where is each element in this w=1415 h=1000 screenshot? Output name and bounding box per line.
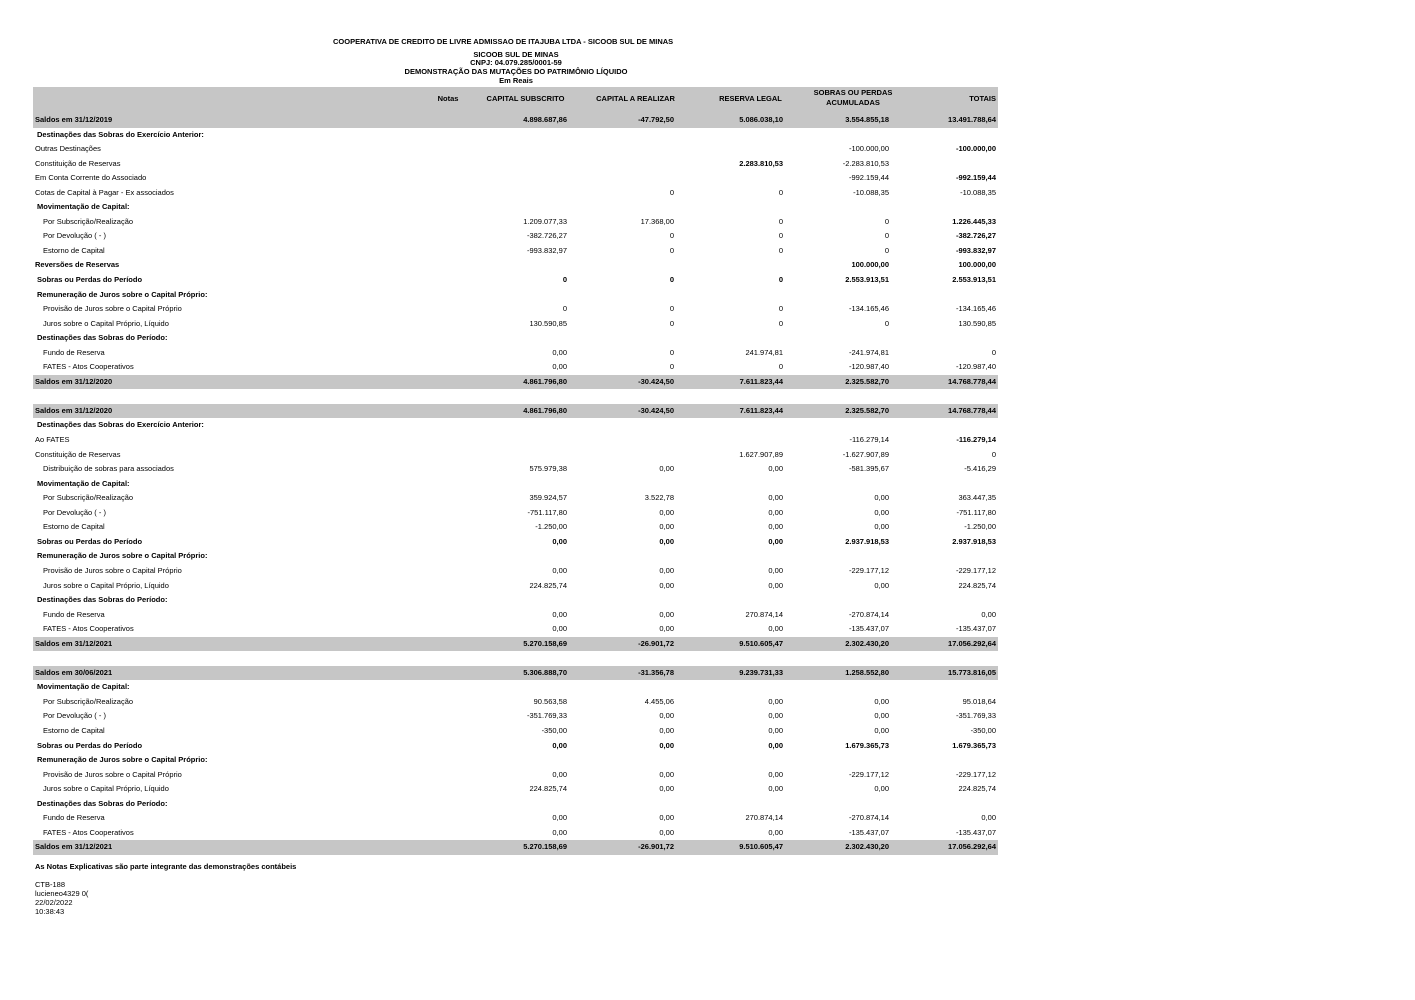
- cell-value: -5.416,29: [964, 464, 996, 474]
- cell-value: 224.825,74: [529, 784, 567, 794]
- table-row: [33, 288, 998, 303]
- cell-value: 17.056.292,64: [948, 638, 996, 648]
- cell-value: 0,00: [552, 536, 567, 546]
- table-row: [33, 157, 998, 172]
- table-body: [33, 113, 998, 855]
- table-row: [33, 462, 998, 477]
- cell-value: 0,00: [768, 536, 783, 546]
- cell-value: 5.270.158,69: [523, 842, 567, 852]
- report-code: CTB-188: [35, 880, 66, 889]
- row-label: Destinações das Sobras do Exercício Anterior:: [37, 129, 204, 139]
- table-row: [33, 404, 998, 419]
- cell-value: -751.117,80: [527, 507, 567, 517]
- table-row: [33, 448, 998, 463]
- cell-value: 0,00: [874, 507, 889, 517]
- row-label: Saldos em 30/06/2021: [35, 667, 113, 677]
- cell-value: 270.874,14: [745, 609, 783, 619]
- cell-value: -26.901,72: [638, 842, 674, 852]
- cell-value: 130.590,85: [958, 318, 996, 328]
- row-label: FATES - Atos Cooperativos: [43, 827, 134, 837]
- cell-value: -270.874,14: [848, 609, 889, 619]
- row-label: Remuneração de Juros sobre o Capital Próprio:: [37, 755, 208, 765]
- cell-value: -229.177,12: [955, 769, 996, 779]
- cell-value: 0: [778, 275, 783, 285]
- table-row: [33, 637, 998, 652]
- table-row: [33, 477, 998, 492]
- cell-value: -135.437,07: [848, 827, 889, 837]
- cell-value: -229.177,12: [955, 565, 996, 575]
- cell-value: 4.898.687,86: [523, 115, 567, 124]
- equity-changes-table: [33, 87, 998, 855]
- cell-value: 2.302.430,20: [845, 842, 889, 852]
- footer-note: As Notas Explicativas são parte integrante das demonstrações contábeis: [35, 862, 297, 871]
- cell-value: 0,00: [659, 522, 674, 532]
- cell-value: 0,00: [552, 813, 567, 823]
- cell-value: 130.590,85: [529, 318, 567, 328]
- cell-value: 0,00: [659, 507, 674, 517]
- table-row: [33, 229, 998, 244]
- entity-name: SICOOB SUL DE MINAS: [473, 50, 559, 59]
- row-label: Saldos em 31/12/2020: [35, 405, 113, 415]
- cell-value: 95.018,64: [962, 696, 996, 706]
- row-label: Provisão de Juros sobre o Capital Próprio: [43, 769, 182, 779]
- cell-value: -10.088,35: [853, 187, 889, 197]
- row-label: Saldos em 31/12/2021: [35, 638, 113, 648]
- cell-value: -135.437,07: [848, 624, 889, 634]
- cell-value: -26.901,72: [638, 638, 674, 648]
- cell-value: 3.522,78: [644, 493, 674, 503]
- row-label: Fundo de Reserva: [43, 813, 105, 823]
- cell-value: 0: [778, 318, 783, 328]
- col-capital-realizar: CAPITAL A REALIZAR: [596, 94, 675, 103]
- row-label: Reversões de Reservas: [35, 260, 120, 270]
- cell-value: -120.987,40: [848, 362, 889, 372]
- cell-value: 0: [884, 216, 889, 226]
- row-label: Saldos em 31/12/2021: [35, 842, 113, 852]
- table-row: [33, 317, 998, 332]
- cell-value: 100.000,00: [851, 260, 889, 270]
- table-row: [33, 360, 998, 375]
- row-label: Sobras ou Perdas do Período: [37, 536, 143, 546]
- cell-value: 0: [669, 362, 674, 372]
- cell-value: 0,00: [659, 769, 674, 779]
- table-row: [33, 258, 998, 273]
- table-row: [33, 506, 998, 521]
- cell-value: -116.279,14: [849, 435, 889, 445]
- row-label: Distribuição de sobras para associados: [43, 464, 174, 474]
- table-row: [33, 840, 998, 855]
- table-row: [33, 811, 998, 826]
- cell-value: 0: [778, 304, 783, 314]
- cell-value: 0,00: [768, 624, 783, 634]
- table-row: [33, 171, 998, 186]
- cell-value: 2.283.810,53: [739, 158, 783, 168]
- cell-value: 0,00: [768, 696, 783, 706]
- col-capital-subscrito: CAPITAL SUBSCRITO: [486, 94, 565, 103]
- cell-value: 14.768.778,44: [948, 376, 996, 386]
- row-label: Por Subscrição/Realização: [43, 493, 134, 503]
- report-time: 10:38:43: [35, 907, 65, 916]
- cell-value: -2.283.810,53: [842, 158, 889, 168]
- table-row: [33, 520, 998, 535]
- col-notas: Notas: [437, 94, 459, 103]
- cell-value: 0: [884, 231, 889, 241]
- cell-value: -1.250,00: [964, 522, 996, 532]
- cell-value: 0,00: [659, 740, 674, 750]
- cell-value: -1.627.907,89: [842, 449, 889, 459]
- row-label: Por Devolução ( - ): [43, 507, 106, 517]
- cell-value: 0,00: [874, 725, 889, 735]
- table-row: [33, 782, 998, 797]
- row-label: Destinações das Sobras do Exercício Anterior:: [37, 420, 204, 430]
- table-row: [33, 622, 998, 637]
- cell-value: -47.792,50: [638, 115, 674, 124]
- row-label: Sobras ou Perdas do Período: [37, 275, 143, 285]
- cell-value: 17.368,00: [640, 216, 674, 226]
- cell-value: 270.874,14: [745, 813, 783, 823]
- table-row: [33, 375, 998, 390]
- row-label: Remuneração de Juros sobre o Capital Próprio:: [37, 289, 208, 299]
- cell-value: -134.165,46: [955, 304, 996, 314]
- row-label: Outras Destinações: [35, 144, 101, 154]
- table-row: [33, 797, 998, 812]
- cell-value: -100.000,00: [955, 144, 996, 154]
- cell-value: 0,00: [552, 624, 567, 634]
- table-row: [33, 739, 998, 754]
- cell-value: 0,00: [659, 536, 674, 546]
- cell-value: 0: [884, 318, 889, 328]
- cell-value: 15.773.816,05: [948, 667, 996, 677]
- cell-value: 0: [562, 304, 567, 314]
- cell-value: 0: [778, 187, 783, 197]
- table-row: [33, 753, 998, 768]
- row-label: FATES - Atos Cooperativos: [43, 362, 134, 372]
- row-label: Provisão de Juros sobre o Capital Próprio: [43, 565, 182, 575]
- cell-value: 0,00: [981, 609, 996, 619]
- cell-value: 5.306.888,70: [523, 667, 567, 677]
- row-label: Por Subscrição/Realização: [43, 216, 134, 226]
- cell-value: 0,00: [768, 580, 783, 590]
- cell-value: -10.088,35: [960, 187, 996, 197]
- company-title: COOPERATIVA DE CREDITO DE LIVRE ADMISSAO DE ITAJUBA LTDA - SICOOB SUL DE MINAS: [333, 37, 674, 46]
- cell-value: 0,00: [874, 522, 889, 532]
- row-label: Saldos em 31/12/2019: [35, 115, 113, 124]
- cell-value: 0: [562, 275, 567, 285]
- cell-value: 1.209.077,33: [523, 216, 567, 226]
- table-row: [33, 680, 998, 695]
- row-label: Saldos em 31/12/2020: [35, 376, 113, 386]
- table-row: [33, 113, 998, 128]
- cell-value: 0: [669, 187, 674, 197]
- cell-value: 0,00: [659, 609, 674, 619]
- table-row: [33, 564, 998, 579]
- spacer-row: [33, 651, 998, 666]
- cell-value: 0,00: [659, 725, 674, 735]
- cell-value: 0,00: [874, 711, 889, 721]
- cell-value: 17.056.292,64: [948, 842, 996, 852]
- cell-value: 7.611.823,44: [739, 405, 783, 415]
- cell-value: 5.270.158,69: [523, 638, 567, 648]
- cell-value: 0: [778, 216, 783, 226]
- cell-value: 5.086.038,10: [739, 115, 783, 124]
- table-row: [33, 549, 998, 564]
- table-row: [33, 709, 998, 724]
- cell-value: -116.279,14: [956, 435, 996, 445]
- table-row: [33, 695, 998, 710]
- row-label: FATES - Atos Cooperativos: [43, 624, 134, 634]
- cell-value: 0,00: [768, 464, 783, 474]
- cell-value: 0,00: [874, 784, 889, 794]
- report-date: 22/02/2022: [35, 898, 73, 907]
- cell-value: 0,00: [874, 696, 889, 706]
- cell-value: -229.177,12: [848, 565, 889, 575]
- cell-value: 0,00: [768, 522, 783, 532]
- table-row: [33, 666, 998, 681]
- row-label: Destinações das Sobras do Período:: [37, 798, 168, 808]
- table-row: [33, 535, 998, 550]
- cell-value: -382.726,27: [526, 231, 567, 241]
- col-totais: TOTAIS: [969, 94, 996, 103]
- cell-value: 0,00: [552, 827, 567, 837]
- cell-value: -100.000,00: [848, 144, 889, 154]
- cell-value: -350,00: [541, 725, 567, 735]
- table-row: [33, 491, 998, 506]
- cell-value: 0,00: [659, 813, 674, 823]
- cell-value: 0: [669, 347, 674, 357]
- cell-value: 0: [884, 245, 889, 255]
- cell-value: 0,00: [659, 580, 674, 590]
- row-label: Por Devolução ( - ): [43, 711, 106, 721]
- cell-value: -30.424,50: [638, 405, 674, 415]
- cell-value: 0,00: [768, 725, 783, 735]
- cell-value: 100.000,00: [958, 260, 996, 270]
- row-label: Cotas de Capital à Pagar - Ex associados: [35, 187, 174, 197]
- cell-value: 0,00: [768, 493, 783, 503]
- col-sobras: SOBRAS OU PERDAS ACUMULADAS: [813, 88, 893, 107]
- cell-value: -270.874,14: [848, 813, 889, 823]
- cell-value: 0,00: [768, 740, 783, 750]
- cell-value: -135.437,07: [955, 827, 996, 837]
- row-label: Movimentação de Capital:: [37, 478, 130, 488]
- cell-value: 0,00: [659, 784, 674, 794]
- table-row: [33, 142, 998, 157]
- cell-value: 0: [669, 231, 674, 241]
- cell-value: -229.177,12: [848, 769, 889, 779]
- cell-value: 363.447,35: [958, 493, 996, 503]
- table-row: [33, 244, 998, 259]
- row-label: Movimentação de Capital:: [37, 202, 130, 212]
- row-label: Juros sobre o Capital Próprio, Líquido: [43, 318, 169, 328]
- cell-value: -241.974,81: [848, 347, 889, 357]
- row-label: Constituição de Reservas: [35, 158, 121, 168]
- row-label: Estorno de Capital: [43, 245, 105, 255]
- cell-value: -135.437,07: [955, 624, 996, 634]
- row-label: Juros sobre o Capital Próprio, Líquido: [43, 784, 169, 794]
- cell-value: 2.937.918,53: [952, 536, 996, 546]
- cell-value: -382.726,27: [955, 231, 996, 241]
- cell-value: -992.159,44: [955, 173, 996, 183]
- cell-value: 0,00: [659, 827, 674, 837]
- cell-value: 0,00: [768, 784, 783, 794]
- row-label: Ao FATES: [35, 435, 70, 445]
- cell-value: 7.611.823,44: [739, 376, 783, 386]
- cell-value: 0: [991, 449, 996, 459]
- currency-label: Em Reais: [499, 76, 533, 85]
- cell-value: 0,00: [981, 813, 996, 823]
- cell-value: 0,00: [768, 769, 783, 779]
- cell-value: 9.510.605,47: [739, 638, 783, 648]
- cell-value: -350,00: [970, 725, 996, 735]
- cell-value: 1.627.907,89: [739, 449, 783, 459]
- cell-value: 1.226.445,33: [952, 216, 996, 226]
- cell-value: 241.974,81: [745, 347, 783, 357]
- row-label: Constituição de Reservas: [35, 449, 121, 459]
- cell-value: -120.987,40: [955, 362, 996, 372]
- cell-value: 0,00: [552, 609, 567, 619]
- cell-value: 224.825,74: [958, 784, 996, 794]
- cell-value: 0: [778, 231, 783, 241]
- row-label: Por Devolução ( - ): [43, 231, 106, 241]
- row-label: Provisão de Juros sobre o Capital Próprio: [43, 304, 182, 314]
- row-label: Em Conta Corrente do Associado: [35, 173, 147, 183]
- row-label: Destinações das Sobras do Período:: [37, 333, 168, 343]
- cell-value: 90.563,58: [533, 696, 567, 706]
- cell-value: -134.165,46: [848, 304, 889, 314]
- cell-value: 13.491.788,64: [948, 115, 996, 124]
- cell-value: 0,00: [768, 507, 783, 517]
- row-label: Movimentação de Capital:: [37, 682, 130, 692]
- cell-value: 1.679.365,73: [952, 740, 996, 750]
- cell-value: 9.510.605,47: [739, 842, 783, 852]
- table-row: [33, 346, 998, 361]
- table-row: [33, 418, 998, 433]
- cell-value: 0,00: [768, 565, 783, 575]
- cell-value: 14.768.778,44: [948, 405, 996, 415]
- cell-value: 0,00: [659, 711, 674, 721]
- cell-value: 224.825,74: [958, 580, 996, 590]
- cell-value: 0,00: [552, 362, 567, 372]
- cell-value: 0: [669, 275, 674, 285]
- table-row: [33, 579, 998, 594]
- cnpj: CNPJ: 04.079.285/0001-59: [470, 58, 562, 67]
- cell-value: 2.325.582,70: [845, 405, 889, 415]
- cell-value: 0,00: [768, 827, 783, 837]
- cell-value: 0: [669, 245, 674, 255]
- cell-value: 0: [778, 245, 783, 255]
- cell-value: 2.302.430,20: [845, 638, 889, 648]
- table-row: [33, 433, 998, 448]
- cell-value: 0: [991, 347, 996, 357]
- table-row: [33, 200, 998, 215]
- cell-value: -1.250,00: [535, 522, 567, 532]
- table-row: [33, 826, 998, 841]
- row-label: Fundo de Reserva: [43, 347, 105, 357]
- table-row: [33, 608, 998, 623]
- cell-value: -30.424,50: [638, 376, 674, 386]
- row-label: Fundo de Reserva: [43, 609, 105, 619]
- cell-value: -351.769,33: [526, 711, 567, 721]
- cell-value: 0: [669, 304, 674, 314]
- cell-value: 3.554.855,18: [845, 115, 889, 124]
- cell-value: 359.924,57: [529, 493, 567, 503]
- cell-value: -751.117,80: [956, 507, 996, 517]
- table-row: [33, 273, 998, 288]
- row-label: Destinações das Sobras do Período:: [37, 595, 168, 605]
- cell-value: -993.832,97: [955, 245, 996, 255]
- cell-value: 0: [778, 362, 783, 372]
- cell-value: -351.769,33: [955, 711, 996, 721]
- table-header: [33, 87, 998, 113]
- cell-value: -992.159,44: [848, 173, 889, 183]
- row-label: Estorno de Capital: [43, 522, 105, 532]
- cell-value: 0,00: [552, 565, 567, 575]
- cell-value: 0,00: [659, 464, 674, 474]
- table-row: [33, 128, 998, 143]
- cell-value: 4.861.796,80: [523, 376, 567, 386]
- cell-value: 9.239.731,33: [739, 667, 783, 677]
- cell-value: -581.395,67: [848, 464, 889, 474]
- table-row: [33, 724, 998, 739]
- row-label: Remuneração de Juros sobre o Capital Próprio:: [37, 551, 208, 561]
- cell-value: 2.553.913,51: [952, 275, 996, 285]
- cell-value: 0,00: [552, 347, 567, 357]
- cell-value: 0,00: [768, 711, 783, 721]
- cell-value: 4.455,06: [644, 696, 674, 706]
- cell-value: 0,00: [552, 740, 567, 750]
- col-reserva-legal: RESERVA LEGAL: [719, 94, 782, 103]
- cell-value: 0,00: [874, 580, 889, 590]
- cell-value: 2.325.582,70: [845, 376, 889, 386]
- table-row: [33, 331, 998, 346]
- cell-value: -993.832,97: [526, 245, 567, 255]
- cell-value: 0,00: [874, 493, 889, 503]
- cell-value: 0,00: [659, 624, 674, 634]
- cell-value: 0,00: [552, 769, 567, 779]
- table-row: [33, 186, 998, 201]
- report-user: lucieneo4329 0(: [35, 889, 89, 898]
- spacer-row: [33, 389, 998, 404]
- table-row: [33, 215, 998, 230]
- cell-value: 2.937.918,53: [845, 536, 889, 546]
- table-row: [33, 593, 998, 608]
- table-row: [33, 302, 998, 317]
- row-label: Juros sobre o Capital Próprio, Líquido: [43, 580, 169, 590]
- cell-value: 0: [669, 318, 674, 328]
- cell-value: 1.679.365,73: [845, 740, 889, 750]
- cell-value: -31.356,78: [638, 667, 674, 677]
- row-label: Por Subscrição/Realização: [43, 696, 134, 706]
- cell-value: 4.861.796,80: [523, 405, 567, 415]
- statement-title: DEMONSTRAÇÃO DAS MUTAÇÕES DO PATRIMÔNIO LÍQUIDO: [404, 67, 628, 76]
- cell-value: 224.825,74: [529, 580, 567, 590]
- cell-value: 1.258.552,80: [845, 667, 889, 677]
- table-row: [33, 768, 998, 783]
- row-label: Estorno de Capital: [43, 725, 105, 735]
- cell-value: 575.979,38: [529, 464, 567, 474]
- row-label: Sobras ou Perdas do Período: [37, 740, 143, 750]
- cell-value: 0,00: [659, 565, 674, 575]
- cell-value: 2.553.913,51: [845, 275, 889, 285]
